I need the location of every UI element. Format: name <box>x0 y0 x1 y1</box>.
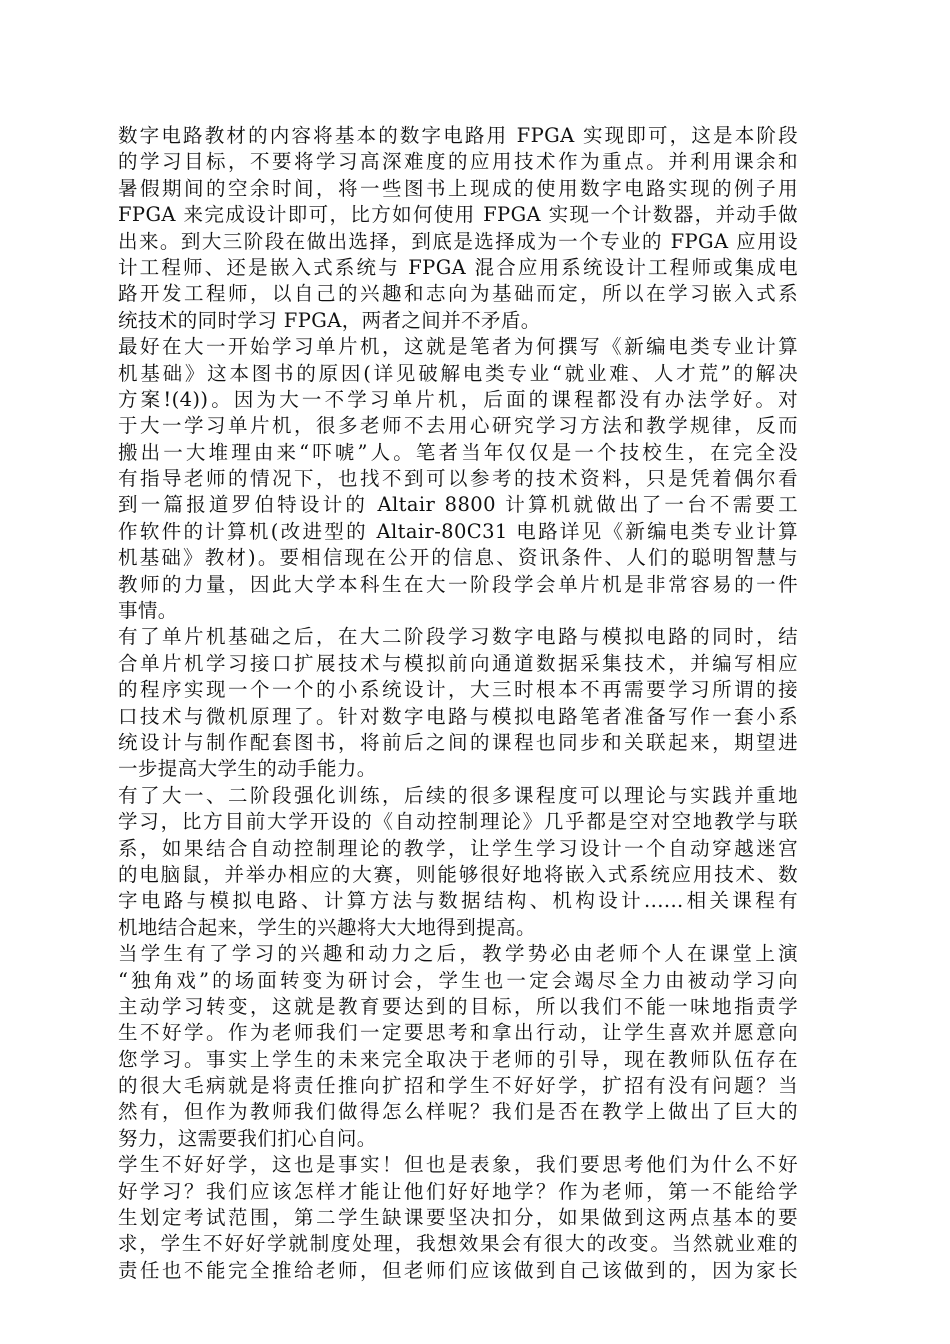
text-line: 当学生有了学习的兴趣和动力之后，教学势必由老师个人在课堂上演 <box>118 942 798 966</box>
text-line: 学生不好好学，这也是事实！但也是表象，我们要思考他们为什么不好 <box>118 1153 798 1177</box>
paragraph <box>118 624 798 782</box>
text-line: 事情。 <box>118 599 178 623</box>
text-line: 计工程师、还是嵌入式系统与 FPGA 混合应用系统设计工程师或集成电 <box>118 255 798 279</box>
text-line: 主动学习转变，这就是教育要达到的目标，所以我们不能一味地指责学 <box>118 994 798 1018</box>
text-line: FPGA 来完成设计即可，比方如何使用 FPGA 实现一个计数器，并动手做 <box>118 203 798 227</box>
text-line: 然有，但作为教师我们做得怎么样呢？我们是否在教学上做出了巨大的 <box>118 1100 798 1124</box>
text-line: 作软件的计算机(改进型的 Altair-80C31 电路详见《新编电类专业计算 <box>118 519 798 543</box>
text-line: 生划定考试范围，第二学生缺课要坚决扣分，如果做到这两点基本的要 <box>118 1206 798 1230</box>
text-line: 责任也不能完全推给老师，但老师们应该做到自己该做到的，因为家长 <box>118 1258 798 1282</box>
text-line: 统技术的同时学习 FPGA，两者之间并不矛盾。 <box>118 308 541 332</box>
text-line: 学习，比方目前大学开设的《自动控制理论》几乎都是空对空地教学与联 <box>118 810 798 834</box>
text-line: 系，如果结合自动控制理论的教学，让学生学习设计一个自动穿越迷宫 <box>118 836 798 860</box>
text-line: 方案!(4))。因为大一不学习单片机，后面的课程都没有办法学好。对 <box>118 387 798 411</box>
text-line: 路开发工程师，以自己的兴趣和志向为基础而定，所以在学习嵌入式系 <box>118 282 798 306</box>
text-line: 合单片机学习接口扩展技术与模拟前向通道数据采集技术，并编写相应 <box>118 651 798 675</box>
text-line: 您学习。事实上学生的未来完全取决于老师的引导，现在教师队伍存在 <box>118 1047 798 1071</box>
text-line: 的电脑鼠，并举办相应的大赛，则能够很好地将嵌入式系统应用技术、数 <box>118 862 798 886</box>
text-line: 字电路与模拟电路、计算方法与数据结构、机构设计......相关课程有 <box>118 889 798 913</box>
paragraph <box>118 1152 798 1284</box>
text-line: 有了大一、二阶段强化训练，后续的很多课程度可以理论与实践并重地 <box>118 783 798 807</box>
text-line: “独角戏”的场面转变为研讨会，学生也一定会竭尽全力由被动学习向 <box>118 968 798 992</box>
paragraph <box>118 941 798 1152</box>
text-line: 的很大毛病就是将责任推向扩招和学生不好好学，扩招有没有问题？当 <box>118 1074 798 1098</box>
text-line: 机基础》教材)。要相信现在公开的信息、资讯条件、人们的聪明智慧与 <box>118 546 798 570</box>
text-line: 好学习？我们应该怎样才能让他们好好地学？作为老师，第一不能给学 <box>118 1179 798 1203</box>
text-line: 努力，这需要我们扪心自问。 <box>118 1126 377 1150</box>
text-line: 于大一学习单片机，很多老师不去用心研究学习方法和教学规律，反而 <box>118 414 798 438</box>
text-line: 有了单片机基础之后，在大二阶段学习数字电路与模拟电路的同时，结 <box>118 625 798 649</box>
text-line: 最好在大一开始学习单片机，这就是笔者为何撰写《新编电类专业计算 <box>118 335 798 359</box>
text-line: 求，学生不好好学就制度处理，我想效果会有很大的改变。当然就业难的 <box>118 1232 798 1256</box>
text-line: 有指导老师的情况下，也找不到可以参考的技术资料，只是凭着偶尔看 <box>118 467 798 491</box>
text-line: 机地结合起来，学生的兴趣将大大地得到提高。 <box>118 915 536 939</box>
text-line: 一步提高大学生的动手能力。 <box>118 757 377 781</box>
text-line: 的程序实现一个一个的小系统设计，大三时根本不再需要学习所谓的接 <box>118 678 798 702</box>
text-line: 到一篇报道罗伯特设计的 Altair 8800 计算机就做出了一台不需要工 <box>118 493 798 517</box>
paragraph <box>118 123 798 334</box>
text-line: 数字电路教材的内容将基本的数字电路用 FPGA 实现即可，这是本阶段 <box>118 124 798 147</box>
text-line: 统设计与制作配套图书，将前后之间的课程也同步和关联起来，期望进 <box>118 730 798 754</box>
paragraph <box>118 783 798 941</box>
text-line: 生不好学。作为老师我们一定要思考和拿出行动，让学生喜欢并愿意向 <box>118 1021 798 1045</box>
text-line: 机基础》这本图书的原因(详见破解电类专业“就业难、人才荒”的解决 <box>118 361 798 385</box>
text-line: 暑假期间的空余时间，将一些图书上现成的使用数字电路实现的例子用 <box>118 176 798 200</box>
text-line: 搬出一大堆理由来“吓唬”人。笔者当年仅仅是一个技校生，在完全没 <box>118 440 798 464</box>
text-line: 出来。到大三阶段在做出选择，到底是选择成为一个专业的 FPGA 应用设 <box>118 229 798 253</box>
document-page <box>118 123 798 1284</box>
paragraph <box>118 334 798 624</box>
text-line: 的学习目标，不要将学习高深难度的应用技术作为重点。并利用课余和 <box>118 150 798 174</box>
text-line: 教师的力量，因此大学本科生在大一阶段学会单片机是非常容易的一件 <box>118 572 798 596</box>
text-line: 口技术与微机原理了。针对数字电路与模拟电路笔者准备写作一套小系 <box>118 704 798 728</box>
